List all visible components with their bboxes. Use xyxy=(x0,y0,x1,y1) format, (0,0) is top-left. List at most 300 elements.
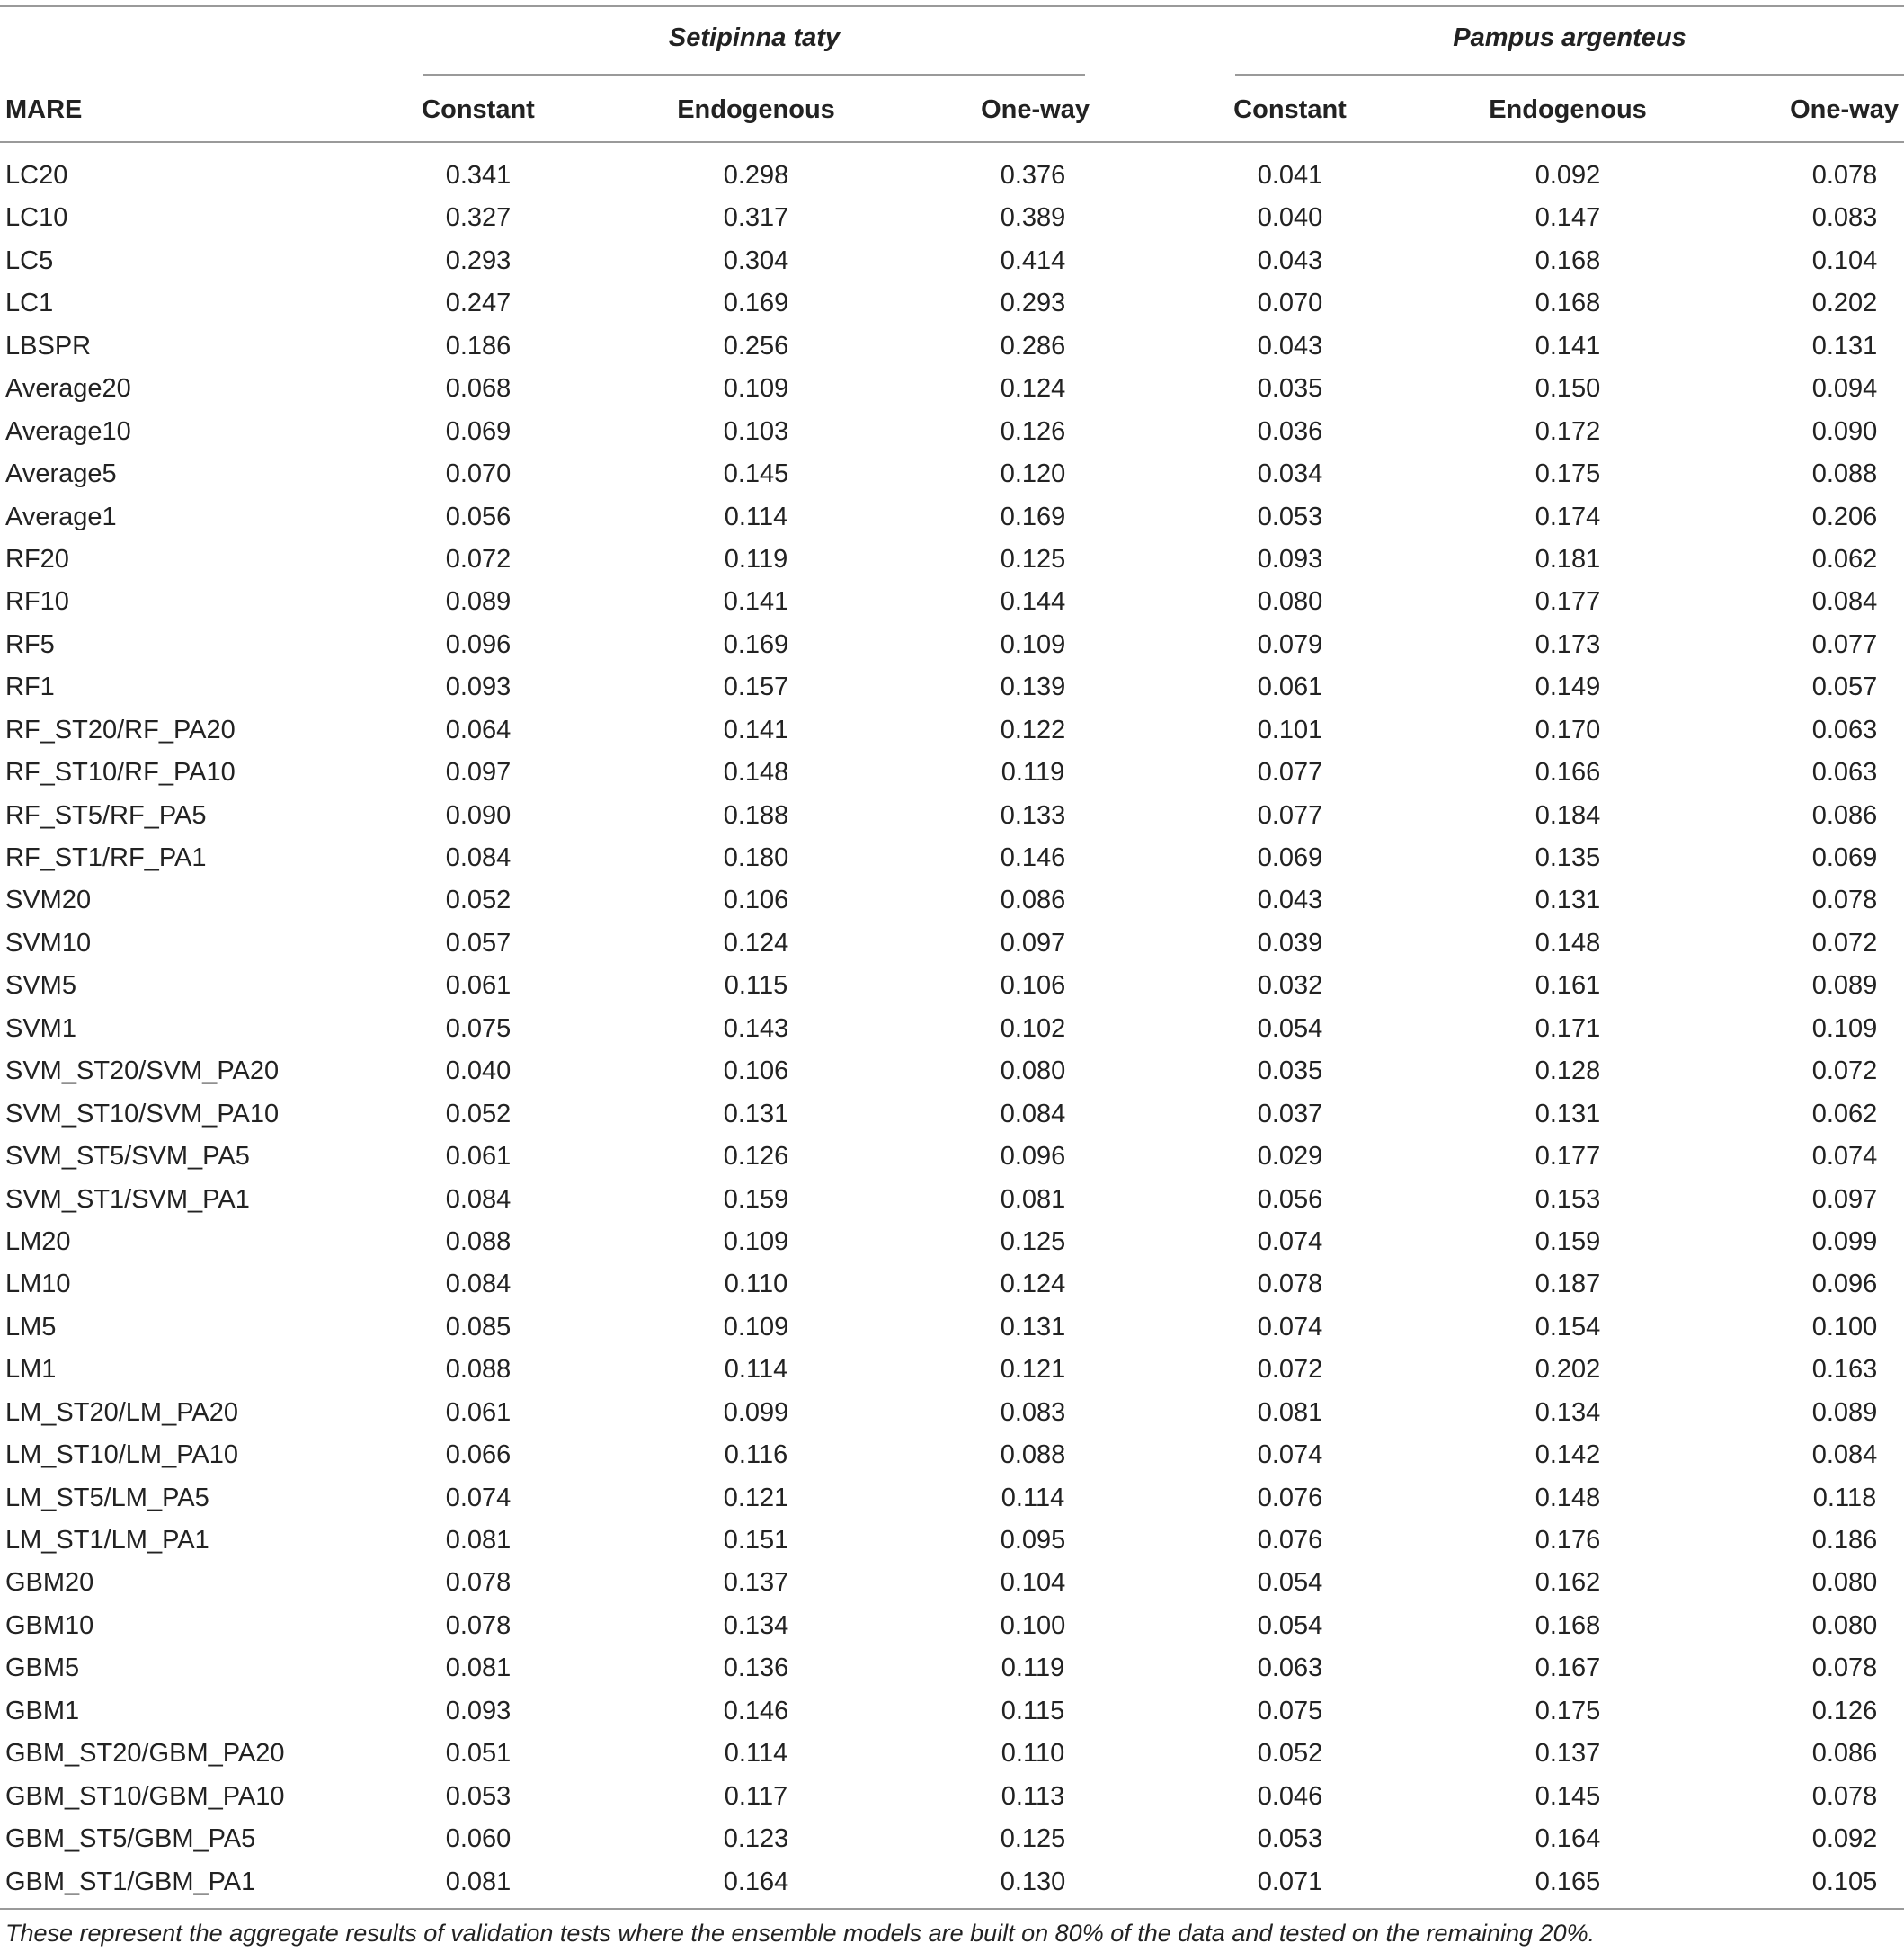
table-row xyxy=(0,1050,1904,1092)
group-header-pampus-argenteus: Pampus argenteus xyxy=(1453,23,1686,52)
constant-st-value: 0.061 xyxy=(445,1142,512,1172)
constant-pa-value: 0.078 xyxy=(1257,1270,1323,1299)
column-header-mare: MARE xyxy=(5,95,83,124)
endogenous-pa-value: 0.148 xyxy=(1535,928,1601,958)
table-row xyxy=(0,368,1904,410)
row-label: SVM_ST10/SVM_PA10 xyxy=(5,1099,280,1128)
endogenous-pa-value: 0.172 xyxy=(1535,416,1601,446)
row-label: SVM_ST5/SVM_PA5 xyxy=(5,1142,250,1172)
one-way-st-value: 0.102 xyxy=(1000,1013,1066,1043)
endogenous-st-value: 0.141 xyxy=(723,715,789,744)
constant-pa-value: 0.074 xyxy=(1257,1312,1323,1341)
one-way-pa-value: 0.063 xyxy=(1811,715,1878,744)
endogenous-pa-value: 0.168 xyxy=(1535,1610,1601,1640)
constant-st-value: 0.075 xyxy=(445,1013,512,1043)
constant-pa-value: 0.075 xyxy=(1257,1696,1323,1725)
endogenous-pa-value: 0.184 xyxy=(1535,800,1601,830)
one-way-pa-value: 0.094 xyxy=(1811,374,1878,404)
row-label: RF_ST10/RF_PA10 xyxy=(5,758,236,788)
table-row xyxy=(0,282,1904,325)
table-row xyxy=(0,1093,1904,1136)
one-way-pa-value: 0.063 xyxy=(1811,758,1878,788)
one-way-st-value: 0.109 xyxy=(1000,629,1066,659)
endogenous-st-value: 0.169 xyxy=(723,629,789,659)
constant-pa-value: 0.063 xyxy=(1257,1653,1323,1683)
endogenous-pa-value: 0.161 xyxy=(1535,971,1601,1001)
row-label: LM_ST5/LM_PA5 xyxy=(5,1483,209,1512)
table-body xyxy=(0,155,1904,1903)
table-row xyxy=(0,1477,1904,1520)
constant-pa-value: 0.040 xyxy=(1257,203,1323,233)
endogenous-pa-value: 0.135 xyxy=(1535,843,1601,872)
endogenous-st-value: 0.304 xyxy=(723,245,789,275)
constant-pa-value: 0.036 xyxy=(1257,416,1323,446)
row-label: LM_ST10/LM_PA10 xyxy=(5,1440,238,1470)
one-way-st-value: 0.122 xyxy=(1000,715,1066,744)
constant-st-value: 0.096 xyxy=(445,629,512,659)
row-label: SVM20 xyxy=(5,886,92,915)
constant-pa-value: 0.046 xyxy=(1257,1781,1323,1811)
one-way-pa-value: 0.131 xyxy=(1811,331,1878,361)
row-label: SVM_ST1/SVM_PA1 xyxy=(5,1184,250,1214)
endogenous-st-value: 0.121 xyxy=(723,1483,789,1512)
table-row xyxy=(0,795,1904,837)
constant-st-value: 0.051 xyxy=(445,1739,512,1769)
column-header-one-way-pa: One-way xyxy=(1790,95,1899,124)
column-header-endogenous-pa: Endogenous xyxy=(1489,95,1647,124)
one-way-pa-value: 0.084 xyxy=(1811,1440,1878,1470)
constant-st-value: 0.070 xyxy=(445,459,512,489)
constant-pa-value: 0.076 xyxy=(1257,1526,1323,1555)
one-way-st-value: 0.100 xyxy=(1000,1610,1066,1640)
table-row xyxy=(0,1008,1904,1050)
endogenous-st-value: 0.109 xyxy=(723,374,789,404)
endogenous-pa-value: 0.162 xyxy=(1535,1568,1601,1598)
constant-st-value: 0.084 xyxy=(445,1270,512,1299)
endogenous-pa-value: 0.134 xyxy=(1535,1397,1601,1427)
one-way-st-value: 0.286 xyxy=(1000,331,1066,361)
one-way-pa-value: 0.096 xyxy=(1811,1270,1878,1299)
one-way-pa-value: 0.090 xyxy=(1811,416,1878,446)
column-header-one-way-st: One-way xyxy=(981,95,1090,124)
one-way-st-value: 0.086 xyxy=(1000,886,1066,915)
row-label: GBM5 xyxy=(5,1653,80,1683)
one-way-st-value: 0.169 xyxy=(1000,502,1066,531)
endogenous-st-value: 0.159 xyxy=(723,1184,789,1214)
row-label: RF5 xyxy=(5,629,55,659)
one-way-st-value: 0.389 xyxy=(1000,203,1066,233)
one-way-pa-value: 0.109 xyxy=(1811,1013,1878,1043)
table-row xyxy=(0,666,1904,709)
endogenous-st-value: 0.116 xyxy=(724,1440,788,1470)
table-top-rule xyxy=(0,5,1904,7)
one-way-pa-value: 0.089 xyxy=(1811,971,1878,1001)
row-label: Average20 xyxy=(5,374,131,404)
constant-st-value: 0.085 xyxy=(445,1312,512,1341)
one-way-pa-value: 0.202 xyxy=(1811,289,1878,318)
one-way-pa-value: 0.062 xyxy=(1811,1099,1878,1128)
table-row xyxy=(0,453,1904,495)
one-way-pa-value: 0.069 xyxy=(1811,843,1878,872)
table-row xyxy=(0,411,1904,453)
constant-pa-value: 0.069 xyxy=(1257,843,1323,872)
constant-pa-value: 0.053 xyxy=(1257,1824,1323,1854)
constant-pa-value: 0.041 xyxy=(1257,161,1323,190)
endogenous-pa-value: 0.153 xyxy=(1535,1184,1601,1214)
one-way-pa-value: 0.072 xyxy=(1811,1056,1878,1086)
one-way-pa-value: 0.072 xyxy=(1811,928,1878,958)
row-label: RF20 xyxy=(5,544,69,574)
endogenous-pa-value: 0.170 xyxy=(1535,715,1601,744)
endogenous-st-value: 0.134 xyxy=(723,1610,789,1640)
constant-st-value: 0.072 xyxy=(445,544,512,574)
endogenous-st-value: 0.110 xyxy=(724,1270,788,1299)
endogenous-st-value: 0.141 xyxy=(723,587,789,617)
one-way-pa-value: 0.126 xyxy=(1811,1696,1878,1725)
endogenous-pa-value: 0.173 xyxy=(1535,629,1601,659)
constant-pa-value: 0.032 xyxy=(1257,971,1323,1001)
one-way-st-value: 0.125 xyxy=(1000,1226,1066,1256)
row-label: GBM20 xyxy=(5,1568,94,1598)
table-row xyxy=(0,1647,1904,1689)
constant-pa-value: 0.080 xyxy=(1257,587,1323,617)
constant-pa-value: 0.072 xyxy=(1257,1355,1323,1385)
constant-st-value: 0.081 xyxy=(445,1526,512,1555)
row-label: LM10 xyxy=(5,1270,71,1299)
one-way-st-value: 0.414 xyxy=(1000,245,1066,275)
row-label: LC20 xyxy=(5,161,68,190)
table-row xyxy=(0,240,1904,282)
constant-st-value: 0.341 xyxy=(445,161,512,190)
endogenous-pa-value: 0.164 xyxy=(1535,1824,1601,1854)
table-row xyxy=(0,1605,1904,1647)
constant-st-value: 0.078 xyxy=(445,1610,512,1640)
constant-pa-value: 0.053 xyxy=(1257,502,1323,531)
one-way-st-value: 0.084 xyxy=(1000,1099,1066,1128)
row-label: LM5 xyxy=(5,1312,57,1341)
one-way-st-value: 0.376 xyxy=(1000,161,1066,190)
constant-pa-value: 0.035 xyxy=(1257,374,1323,404)
one-way-pa-value: 0.083 xyxy=(1811,203,1878,233)
constant-st-value: 0.053 xyxy=(445,1781,512,1811)
column-header-constant-st: Constant xyxy=(422,95,535,124)
row-label: RF_ST5/RF_PA5 xyxy=(5,800,207,830)
table-row xyxy=(0,624,1904,666)
endogenous-st-value: 0.109 xyxy=(723,1226,789,1256)
constant-pa-value: 0.043 xyxy=(1257,331,1323,361)
one-way-st-value: 0.110 xyxy=(1001,1739,1065,1769)
table-row xyxy=(0,1562,1904,1604)
endogenous-st-value: 0.109 xyxy=(723,1312,789,1341)
constant-st-value: 0.081 xyxy=(445,1653,512,1683)
constant-pa-value: 0.054 xyxy=(1257,1013,1323,1043)
one-way-pa-value: 0.086 xyxy=(1811,800,1878,830)
constant-st-value: 0.057 xyxy=(445,928,512,958)
table-row xyxy=(0,879,1904,922)
endogenous-st-value: 0.115 xyxy=(724,971,788,1001)
table-row xyxy=(0,1861,1904,1903)
endogenous-st-value: 0.256 xyxy=(723,331,789,361)
row-label: SVM1 xyxy=(5,1013,76,1043)
row-label: LBSPR xyxy=(5,331,92,361)
constant-pa-value: 0.093 xyxy=(1257,544,1323,574)
constant-st-value: 0.078 xyxy=(445,1568,512,1598)
row-label: Average10 xyxy=(5,416,131,446)
constant-st-value: 0.088 xyxy=(445,1355,512,1385)
row-label: Average1 xyxy=(5,502,117,531)
endogenous-pa-value: 0.137 xyxy=(1535,1739,1601,1769)
one-way-pa-value: 0.062 xyxy=(1811,544,1878,574)
endogenous-pa-value: 0.128 xyxy=(1535,1056,1601,1086)
table-row xyxy=(0,1179,1904,1221)
one-way-st-value: 0.139 xyxy=(1000,673,1066,702)
constant-pa-value: 0.101 xyxy=(1257,715,1323,744)
endogenous-pa-value: 0.166 xyxy=(1535,758,1601,788)
endogenous-st-value: 0.148 xyxy=(723,758,789,788)
endogenous-st-value: 0.099 xyxy=(723,1397,789,1427)
one-way-st-value: 0.124 xyxy=(1000,1270,1066,1299)
endogenous-pa-value: 0.145 xyxy=(1535,1781,1601,1811)
endogenous-st-value: 0.114 xyxy=(724,502,788,531)
endogenous-pa-value: 0.154 xyxy=(1535,1312,1601,1341)
constant-st-value: 0.074 xyxy=(445,1483,512,1512)
constant-st-value: 0.090 xyxy=(445,800,512,830)
constant-pa-value: 0.029 xyxy=(1257,1142,1323,1172)
one-way-pa-value: 0.104 xyxy=(1811,245,1878,275)
one-way-st-value: 0.125 xyxy=(1000,544,1066,574)
endogenous-pa-value: 0.150 xyxy=(1535,374,1601,404)
constant-st-value: 0.247 xyxy=(445,289,512,318)
constant-st-value: 0.084 xyxy=(445,1184,512,1214)
one-way-pa-value: 0.080 xyxy=(1811,1610,1878,1640)
endogenous-pa-value: 0.171 xyxy=(1535,1013,1601,1043)
row-label: RF_ST1/RF_PA1 xyxy=(5,843,207,872)
endogenous-st-value: 0.119 xyxy=(724,544,788,574)
endogenous-st-value: 0.145 xyxy=(723,459,789,489)
endogenous-pa-value: 0.142 xyxy=(1535,1440,1601,1470)
table-row xyxy=(0,1776,1904,1818)
endogenous-pa-value: 0.168 xyxy=(1535,289,1601,318)
column-header-constant-pa: Constant xyxy=(1233,95,1347,124)
one-way-pa-value: 0.084 xyxy=(1811,587,1878,617)
table-row xyxy=(0,965,1904,1007)
endogenous-pa-value: 0.141 xyxy=(1535,331,1601,361)
one-way-pa-value: 0.092 xyxy=(1811,1824,1878,1854)
endogenous-st-value: 0.106 xyxy=(723,886,789,915)
one-way-st-value: 0.114 xyxy=(1001,1483,1065,1512)
one-way-st-value: 0.104 xyxy=(1000,1568,1066,1598)
constant-st-value: 0.040 xyxy=(445,1056,512,1086)
constant-st-value: 0.056 xyxy=(445,502,512,531)
constant-pa-value: 0.081 xyxy=(1257,1397,1323,1427)
constant-pa-value: 0.077 xyxy=(1257,758,1323,788)
constant-pa-value: 0.043 xyxy=(1257,245,1323,275)
row-label: GBM_ST5/GBM_PA5 xyxy=(5,1824,256,1854)
one-way-st-value: 0.083 xyxy=(1000,1397,1066,1427)
table-row xyxy=(0,1818,1904,1860)
endogenous-st-value: 0.123 xyxy=(723,1824,789,1854)
endogenous-st-value: 0.188 xyxy=(723,800,789,830)
column-header-endogenous-st: Endogenous xyxy=(677,95,835,124)
table-row xyxy=(0,1733,1904,1775)
table-row xyxy=(0,1306,1904,1349)
constant-st-value: 0.097 xyxy=(445,758,512,788)
endogenous-st-value: 0.103 xyxy=(723,416,789,446)
constant-pa-value: 0.037 xyxy=(1257,1099,1323,1128)
one-way-pa-value: 0.078 xyxy=(1811,886,1878,915)
table-row xyxy=(0,1221,1904,1263)
constant-st-value: 0.089 xyxy=(445,587,512,617)
one-way-pa-value: 0.077 xyxy=(1811,629,1878,659)
endogenous-pa-value: 0.092 xyxy=(1535,161,1601,190)
endogenous-pa-value: 0.148 xyxy=(1535,1483,1601,1512)
endogenous-pa-value: 0.131 xyxy=(1535,886,1601,915)
one-way-pa-value: 0.080 xyxy=(1811,1568,1878,1598)
one-way-st-value: 0.096 xyxy=(1000,1142,1066,1172)
row-label: LM_ST20/LM_PA20 xyxy=(5,1397,238,1427)
constant-st-value: 0.088 xyxy=(445,1226,512,1256)
one-way-pa-value: 0.057 xyxy=(1811,673,1878,702)
constant-st-value: 0.052 xyxy=(445,886,512,915)
one-way-pa-value: 0.078 xyxy=(1811,1653,1878,1683)
constant-st-value: 0.064 xyxy=(445,715,512,744)
one-way-st-value: 0.119 xyxy=(1001,1653,1065,1683)
row-label: GBM_ST10/GBM_PA10 xyxy=(5,1781,285,1811)
endogenous-st-value: 0.317 xyxy=(723,203,789,233)
one-way-st-value: 0.097 xyxy=(1000,928,1066,958)
endogenous-st-value: 0.151 xyxy=(723,1526,789,1555)
group-rule-setipinna-taty xyxy=(423,74,1085,76)
one-way-st-value: 0.130 xyxy=(1000,1867,1066,1896)
one-way-st-value: 0.120 xyxy=(1000,459,1066,489)
one-way-st-value: 0.119 xyxy=(1001,758,1065,788)
row-label: GBM10 xyxy=(5,1610,94,1640)
one-way-pa-value: 0.074 xyxy=(1811,1142,1878,1172)
table-row xyxy=(0,923,1904,965)
one-way-pa-value: 0.100 xyxy=(1811,1312,1878,1341)
constant-st-value: 0.066 xyxy=(445,1440,512,1470)
one-way-pa-value: 0.186 xyxy=(1811,1526,1878,1555)
one-way-st-value: 0.125 xyxy=(1000,1824,1066,1854)
one-way-st-value: 0.113 xyxy=(1001,1781,1065,1811)
constant-pa-value: 0.077 xyxy=(1257,800,1323,830)
table-row xyxy=(0,1136,1904,1178)
constant-st-value: 0.093 xyxy=(445,1696,512,1725)
one-way-st-value: 0.131 xyxy=(1000,1312,1066,1341)
header-bottom-rule xyxy=(0,141,1904,143)
one-way-pa-value: 0.078 xyxy=(1811,1781,1878,1811)
one-way-pa-value: 0.118 xyxy=(1812,1483,1877,1512)
one-way-st-value: 0.124 xyxy=(1000,374,1066,404)
endogenous-pa-value: 0.174 xyxy=(1535,502,1601,531)
endogenous-st-value: 0.126 xyxy=(723,1142,789,1172)
one-way-st-value: 0.115 xyxy=(1001,1696,1065,1725)
row-label: LC5 xyxy=(5,245,54,275)
constant-pa-value: 0.054 xyxy=(1257,1568,1323,1598)
row-label: GBM_ST20/GBM_PA20 xyxy=(5,1739,285,1769)
table-row xyxy=(0,1349,1904,1391)
table-row xyxy=(0,539,1904,581)
table-row xyxy=(0,752,1904,794)
constant-pa-value: 0.035 xyxy=(1257,1056,1323,1086)
constant-st-value: 0.186 xyxy=(445,331,512,361)
endogenous-pa-value: 0.147 xyxy=(1535,203,1601,233)
one-way-pa-value: 0.105 xyxy=(1811,1867,1878,1896)
endogenous-pa-value: 0.177 xyxy=(1535,1142,1601,1172)
endogenous-pa-value: 0.131 xyxy=(1535,1099,1601,1128)
one-way-pa-value: 0.163 xyxy=(1811,1355,1878,1385)
one-way-pa-value: 0.206 xyxy=(1811,502,1878,531)
one-way-pa-value: 0.078 xyxy=(1811,161,1878,190)
table-row xyxy=(0,155,1904,197)
table-row xyxy=(0,325,1904,368)
row-label: LM20 xyxy=(5,1226,71,1256)
group-rule-pampus-argenteus xyxy=(1235,74,1904,76)
row-label: LC10 xyxy=(5,203,68,233)
constant-pa-value: 0.039 xyxy=(1257,928,1323,958)
one-way-st-value: 0.095 xyxy=(1000,1526,1066,1555)
endogenous-st-value: 0.114 xyxy=(724,1739,788,1769)
endogenous-pa-value: 0.177 xyxy=(1535,587,1601,617)
row-label: RF_ST20/RF_PA20 xyxy=(5,715,236,744)
row-label: LM1 xyxy=(5,1355,57,1385)
table-row xyxy=(0,581,1904,623)
row-label: RF10 xyxy=(5,587,69,617)
endogenous-pa-value: 0.149 xyxy=(1535,673,1601,702)
row-label: SVM10 xyxy=(5,928,92,958)
constant-pa-value: 0.043 xyxy=(1257,886,1323,915)
row-label: GBM1 xyxy=(5,1696,80,1725)
endogenous-pa-value: 0.175 xyxy=(1535,459,1601,489)
endogenous-st-value: 0.180 xyxy=(723,843,789,872)
endogenous-pa-value: 0.175 xyxy=(1535,1696,1601,1725)
table-row xyxy=(0,197,1904,239)
endogenous-st-value: 0.137 xyxy=(723,1568,789,1598)
one-way-pa-value: 0.086 xyxy=(1811,1739,1878,1769)
one-way-st-value: 0.106 xyxy=(1000,971,1066,1001)
constant-st-value: 0.060 xyxy=(445,1824,512,1854)
endogenous-st-value: 0.298 xyxy=(723,161,789,190)
constant-st-value: 0.061 xyxy=(445,971,512,1001)
row-label: LC1 xyxy=(5,289,54,318)
one-way-st-value: 0.126 xyxy=(1000,416,1066,446)
constant-pa-value: 0.070 xyxy=(1257,289,1323,318)
constant-pa-value: 0.061 xyxy=(1257,673,1323,702)
endogenous-pa-value: 0.176 xyxy=(1535,1526,1601,1555)
table-row xyxy=(0,709,1904,752)
one-way-st-value: 0.088 xyxy=(1000,1440,1066,1470)
one-way-st-value: 0.146 xyxy=(1000,843,1066,872)
endogenous-pa-value: 0.202 xyxy=(1535,1355,1601,1385)
endogenous-st-value: 0.106 xyxy=(723,1056,789,1086)
constant-pa-value: 0.074 xyxy=(1257,1226,1323,1256)
table-bottom-rule xyxy=(0,1908,1904,1910)
group-header-setipinna-taty: Setipinna taty xyxy=(668,23,841,52)
endogenous-pa-value: 0.168 xyxy=(1535,245,1601,275)
constant-st-value: 0.084 xyxy=(445,843,512,872)
endogenous-st-value: 0.146 xyxy=(723,1696,789,1725)
row-label: GBM_ST1/GBM_PA1 xyxy=(5,1867,256,1896)
constant-st-value: 0.069 xyxy=(445,416,512,446)
constant-st-value: 0.327 xyxy=(445,203,512,233)
endogenous-st-value: 0.169 xyxy=(723,289,789,318)
one-way-pa-value: 0.089 xyxy=(1811,1397,1878,1427)
row-label: LM_ST1/LM_PA1 xyxy=(5,1526,209,1555)
one-way-pa-value: 0.099 xyxy=(1811,1226,1878,1256)
one-way-pa-value: 0.097 xyxy=(1811,1184,1878,1214)
endogenous-pa-value: 0.167 xyxy=(1535,1653,1601,1683)
endogenous-st-value: 0.117 xyxy=(724,1781,788,1811)
